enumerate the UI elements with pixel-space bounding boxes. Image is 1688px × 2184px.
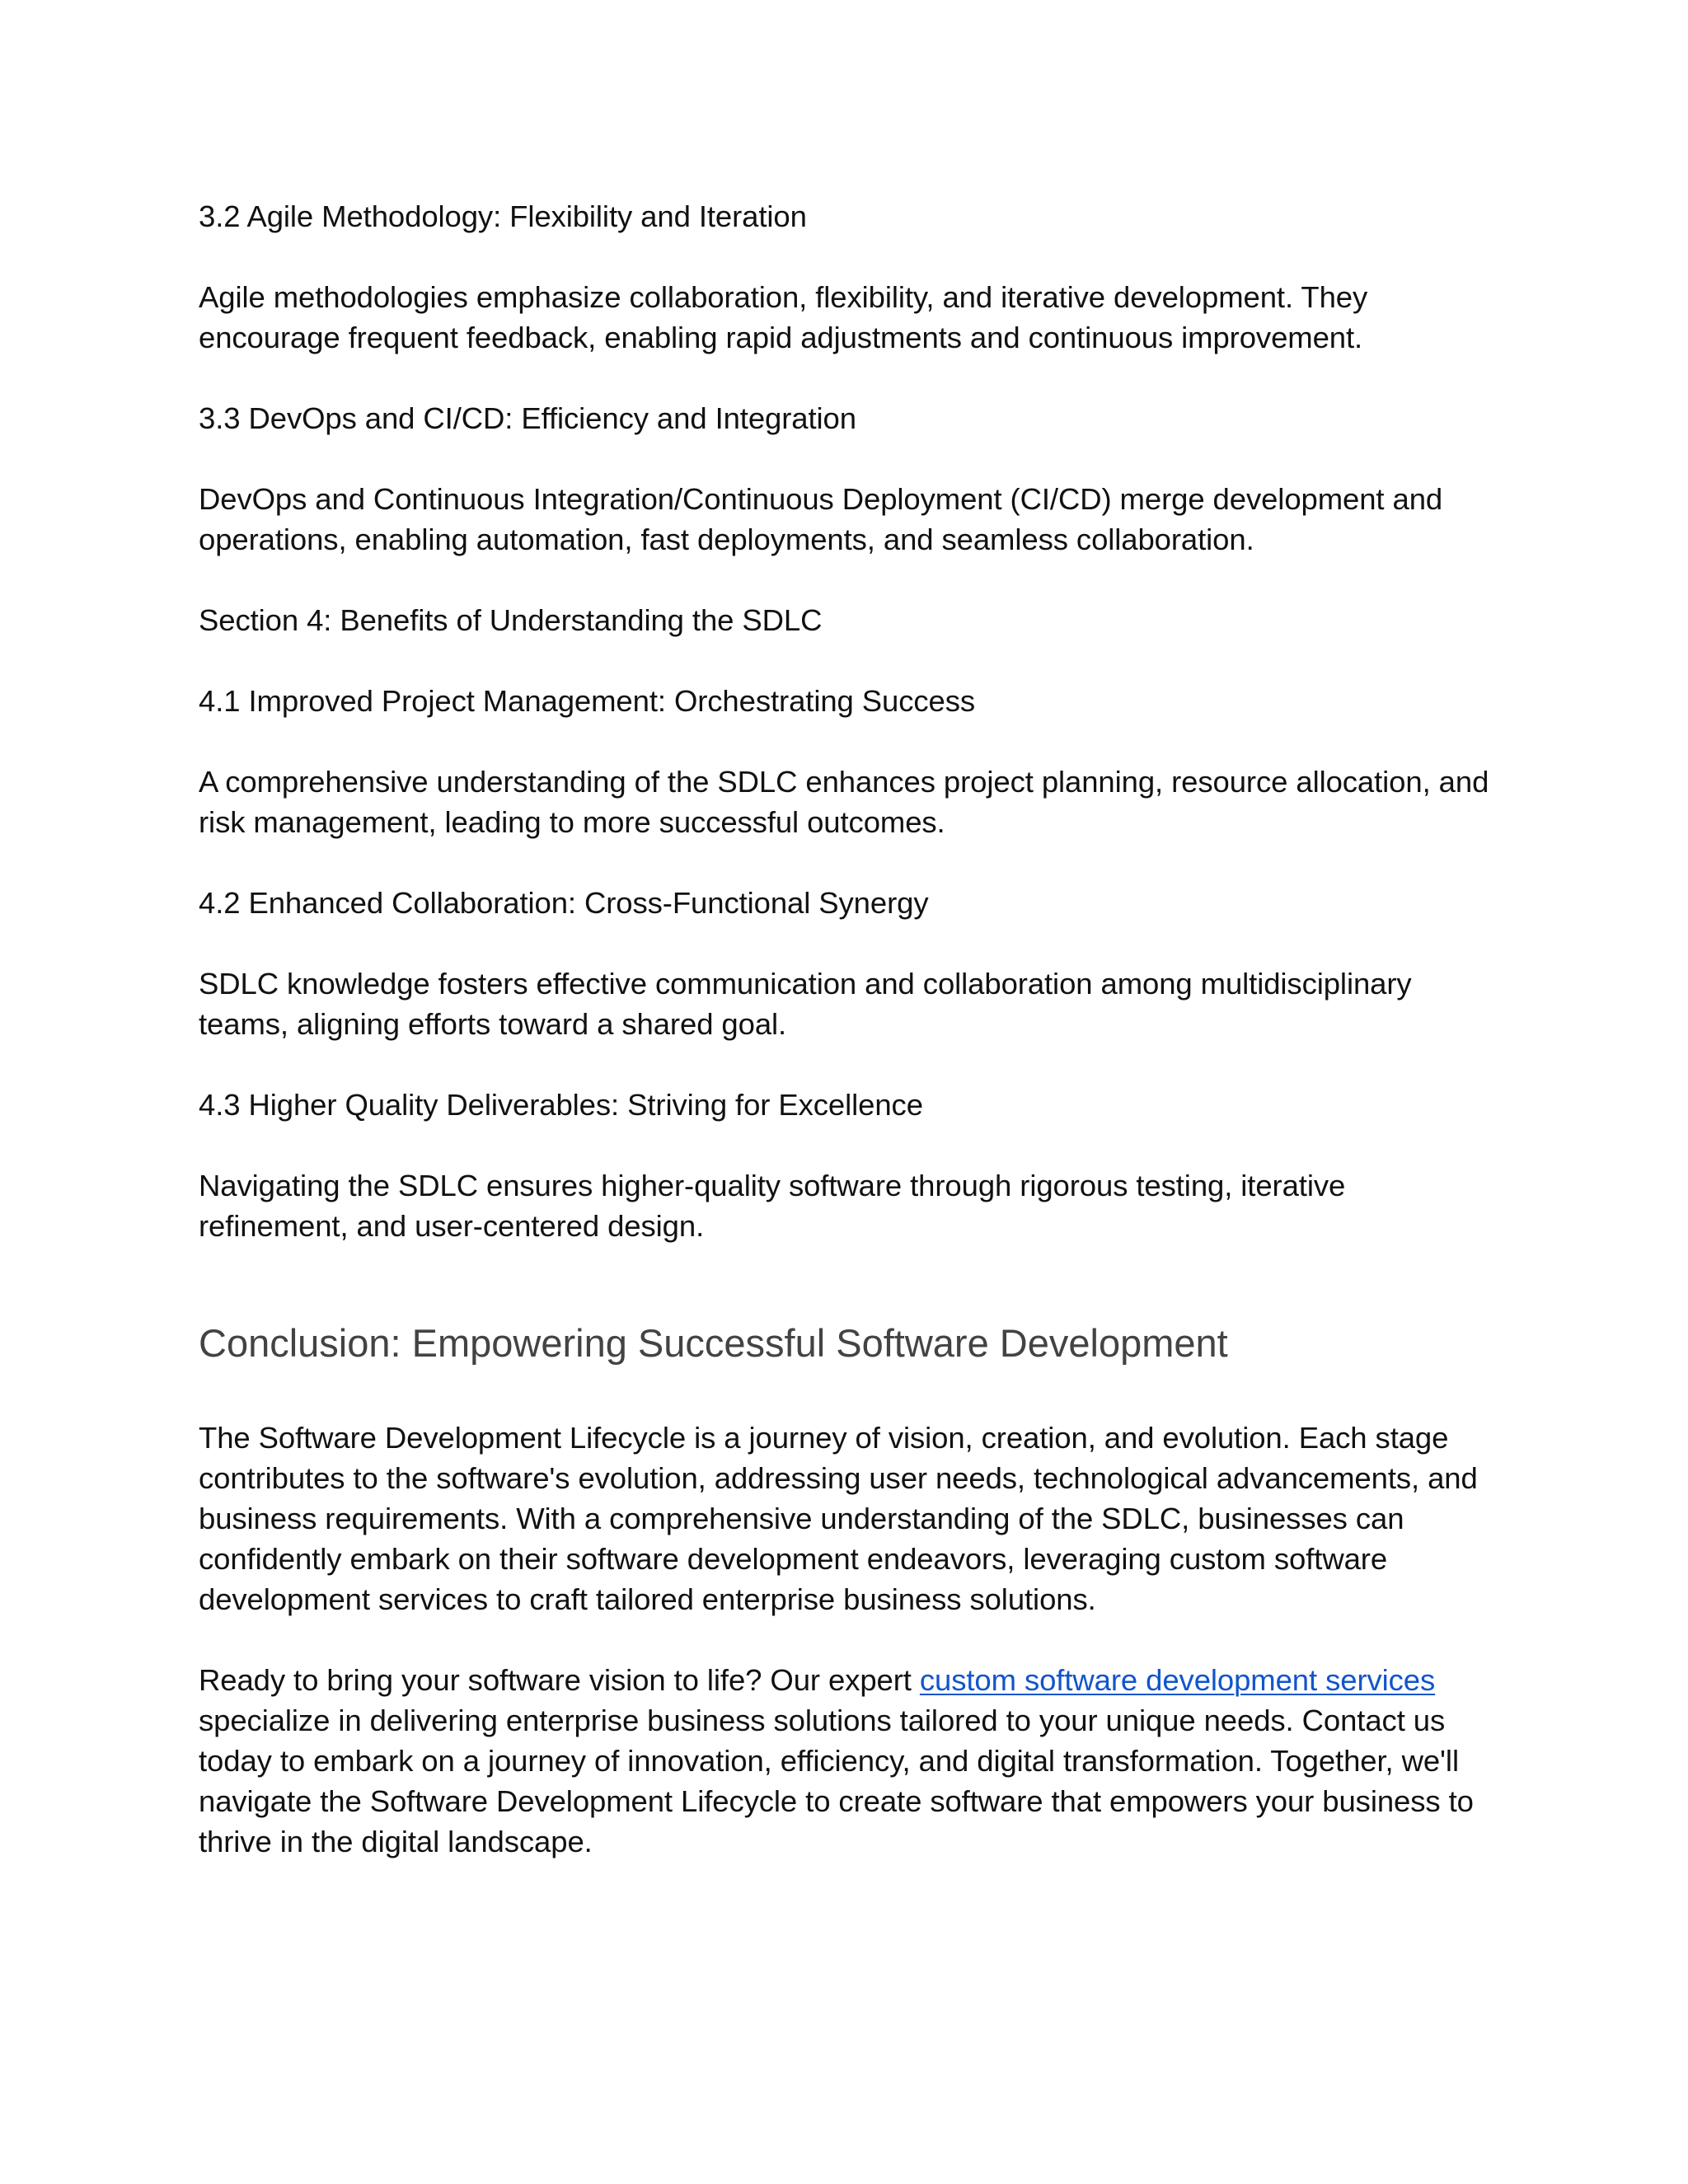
cta-text-before-link: Ready to bring your software vision to life? Our expert (199, 1663, 920, 1697)
custom-software-services-link[interactable]: custom software development services (919, 1663, 1436, 1697)
paragraph-4-1: A comprehensive understanding of the SDLC enhances project planning, resource allocation, and risk management, leading to more successful outcomes. (199, 765, 1489, 839)
heading-4-1: 4.1 Improved Project Management: Orchestrating Success (199, 684, 976, 718)
paragraph-3-3: DevOps and Continuous Integration/Continuous Deployment (CI/CD) merge development and operations, enabling automation, fast deployments, and seamless collaboration. (199, 482, 1443, 556)
heading-section-4: Section 4: Benefits of Understanding the SDLC (199, 603, 823, 637)
conclusion-paragraph: The Software Development Lifecycle is a journey of vision, creation, and evolution. Each stage contributes to the software's evolution, addressing user needs, technological advancements, and business requirements. With a comprehensive understanding of the SDLC, businesses can confidently embark on their software development endeavors, leveraging custom software development services to craft tailored enterprise business solutions. (199, 1421, 1478, 1616)
paragraph-4-3: Navigating the SDLC ensures higher-quality software through rigorous testing, iterative refinement, and user-centered design. (199, 1169, 1346, 1243)
paragraph-4-2: SDLC knowledge fosters effective communication and collaboration among multidisciplinary teams, aligning efforts toward a shared goal. (199, 967, 1412, 1041)
conclusion-heading: Conclusion: Empowering Successful Software Development (199, 1321, 1228, 1365)
heading-3-2: 3.2 Agile Methodology: Flexibility and Iteration (199, 199, 807, 233)
heading-4-2: 4.2 Enhanced Collaboration: Cross-Functional Synergy (199, 886, 929, 920)
paragraph-3-2: Agile methodologies emphasize collaboration, flexibility, and iterative development. They encourage frequent feedback, enabling rapid adjustments and continuous improvement. (199, 280, 1368, 354)
heading-3-3: 3.3 DevOps and CI/CD: Efficiency and Integration (199, 401, 856, 435)
cta-paragraph (199, 1660, 1501, 1862)
cta-text-after-link: specialize in delivering enterprise business solutions tailored to your unique needs. Contact us today to embark on a journey of innovation, efficiency, and digital transformation. Together, we'll navigate the Software Development Lifecycle to create software that empowers your business to thrive in the digital landscape. (199, 1704, 1474, 1858)
document-content (199, 196, 1501, 1862)
heading-4-3: 4.3 Higher Quality Deliverables: Striving for Excellence (199, 1088, 923, 1122)
